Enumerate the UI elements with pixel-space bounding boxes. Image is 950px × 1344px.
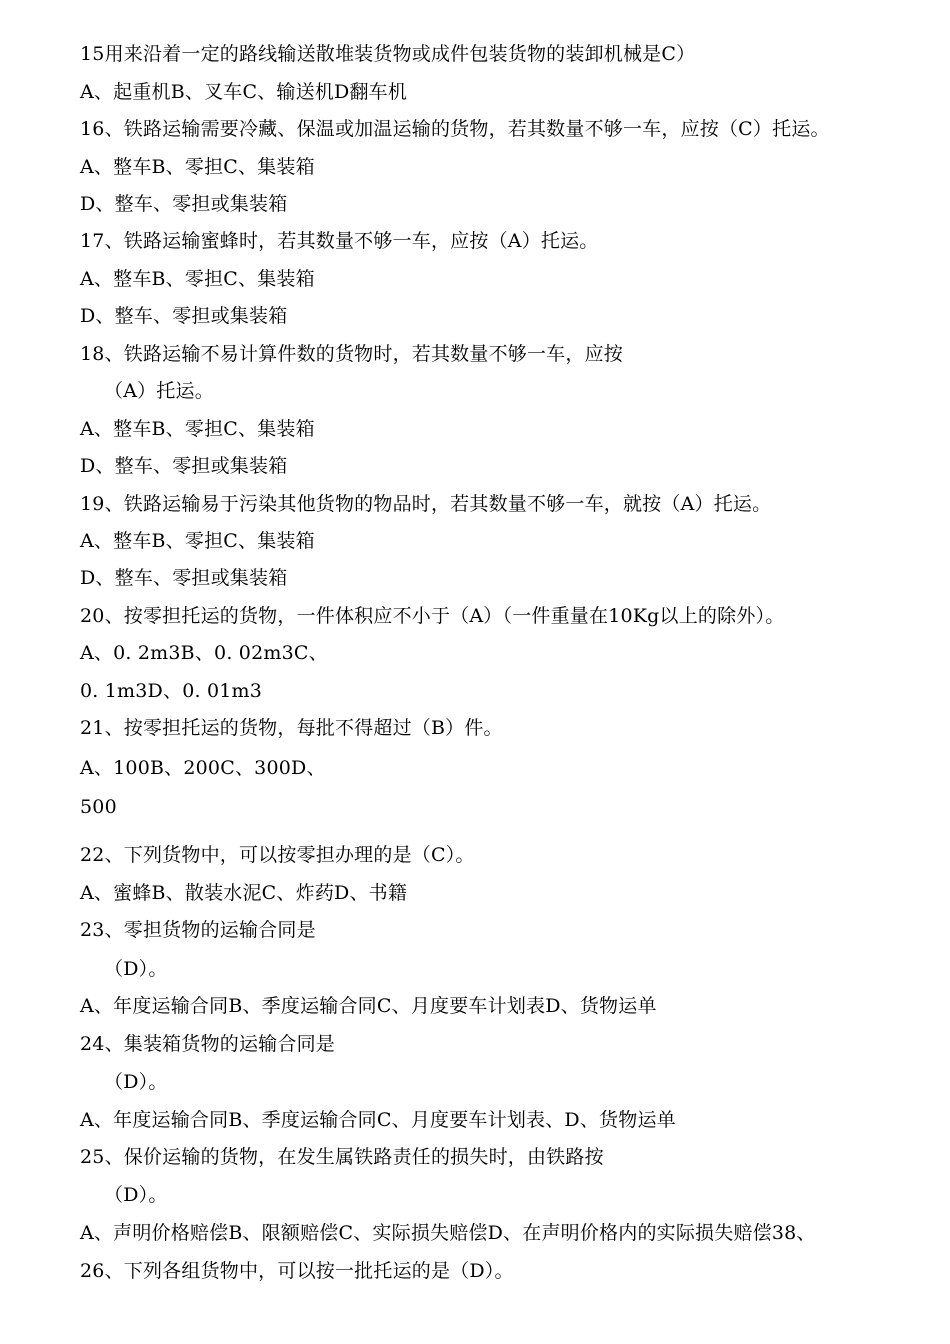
question-25-text: 25、保价运输的货物，在发生属铁路责任的损失时，由铁路按 [80, 1146, 604, 1168]
question-23-options: A、年度运输合同B、季度运输合同C、月度要车计划表D、货物运单 [80, 995, 657, 1017]
question-22-options: A、蜜蜂B、散装水泥C、炸药D、书籍 [80, 882, 408, 904]
question-24-options: A、年度运输合同B、季度运输合同C、月度要车计划表、D、货物运单 [80, 1109, 676, 1131]
question-15-text: 15用来沿着一定的路线输送散堆装货物或成件包装货物的装卸机械是C） [80, 43, 696, 65]
question-26-text: 26、下列各组货物中，可以按一批托运的是（D）。 [80, 1260, 514, 1282]
question-18-option-d: D、整车、零担或集装箱 [80, 455, 288, 477]
question-19-options-a-c: A、整车B、零担C、集装箱 [80, 530, 315, 552]
question-24-text-cont: （D）。 [104, 1071, 168, 1093]
question-20-options-a-c: A、0. 2m3B、0. 02m3C、 [80, 642, 328, 664]
question-17-text: 17、铁路运输蜜蜂时，若其数量不够一车，应按（A）托运。 [80, 230, 599, 252]
question-17-options-a-c: A、整车B、零担C、集装箱 [80, 268, 315, 290]
question-25-options: A、声明价格赔偿B、限额赔偿C、实际损失赔偿D、在声明价格内的实际损失赔偿38、 [80, 1222, 816, 1244]
question-16-text: 16、铁路运输需要冷藏、保温或加温运输的货物，若其数量不够一车，应按（C）托运。 [80, 118, 830, 140]
question-16-option-d: D、整车、零担或集装箱 [80, 193, 288, 215]
question-21-text: 21、按零担托运的货物，每批不得超过（B）件。 [80, 717, 503, 739]
question-19-option-d: D、整车、零担或集装箱 [80, 567, 288, 589]
question-17-option-d: D、整车、零担或集装箱 [80, 305, 288, 327]
question-15-options: A、起重机B、叉车C、输送机D翻车机 [80, 81, 408, 103]
question-20-options-c-d: 0. 1m3D、0. 01m3 [80, 680, 263, 702]
question-23-text: 23、零担货物的运输合同是 [80, 919, 316, 941]
question-23-text-cont: （D）。 [104, 958, 168, 980]
question-20-text: 20、按零担托运的货物，一件体积应不小于（A）（一件重量在10Kg以上的除外）。 [80, 605, 785, 627]
question-18-text: 18、铁路运输不易计算件数的货物时，若其数量不够一车，应按 [80, 343, 623, 365]
question-18-text-cont: （A）托运。 [104, 380, 214, 402]
question-16-options-a-c: A、整车B、零担C、集装箱 [80, 156, 315, 178]
question-25-text-cont: （D）。 [104, 1184, 168, 1206]
question-24-text: 24、集装箱货物的运输合同是 [80, 1033, 335, 1055]
question-22-text: 22、下列货物中，可以按零担办理的是（C）。 [80, 844, 475, 866]
question-18-options-a-c: A、整车B、零担C、集装箱 [80, 418, 315, 440]
question-19-text: 19、铁路运输易于污染其他货物的物品时，若其数量不够一车，就按（A）托运。 [80, 493, 772, 515]
question-21-option-d-value: 500 [80, 796, 117, 818]
question-21-options-a-d: A、100B、200C、300D、 [80, 757, 326, 779]
